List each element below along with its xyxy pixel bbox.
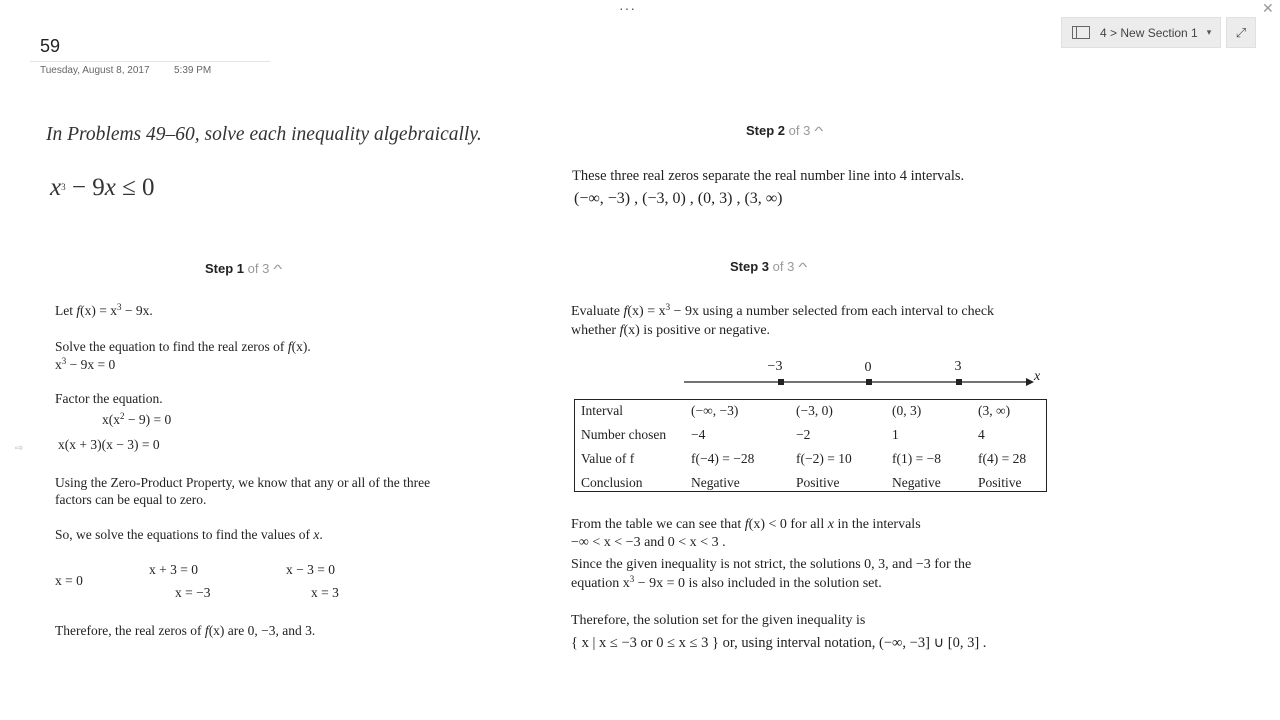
- table-cell: −4: [691, 427, 706, 442]
- table-cell: (−∞, −3): [691, 403, 739, 418]
- notebook-icon: [1072, 26, 1090, 39]
- step3-since-2: equation $x^3 - 9x = 0$ is also included in the solution set.: [571, 574, 882, 591]
- table-cell: Number chosen: [581, 427, 667, 442]
- table-cell: Positive: [978, 475, 1022, 490]
- step2-text: These three real zeros separate the real number line into 4 intervals.: [572, 168, 965, 184]
- table-cell: Interval: [581, 403, 623, 418]
- chevron-up-icon[interactable]: ^: [273, 262, 283, 276]
- table-cell: Negative: [691, 475, 740, 490]
- table-cell: Positive: [796, 475, 840, 490]
- table-cell: (−3, 0): [796, 403, 833, 418]
- table-cell: (0, 3): [892, 403, 922, 418]
- close-icon[interactable]: ✕: [1262, 0, 1274, 16]
- step3-ranges: −∞ < x < −3 and 0 < x < 3 .: [571, 535, 726, 550]
- step1-factor-eq1: $x(x^2 - 9) = 0$: [102, 411, 172, 427]
- eq-exp: 3: [61, 182, 66, 192]
- step2-of: of 3: [785, 123, 811, 138]
- problem-statement: In Problems 49–60, solve each inequality algebraically.: [46, 124, 482, 145]
- eq-var2: x: [104, 174, 116, 201]
- chevron-up-icon[interactable]: ^: [814, 124, 824, 138]
- table-cell: 1: [892, 427, 899, 442]
- step1-factor-eq2: x(x + 3)(x − 3) = 0: [58, 437, 160, 452]
- step3-of: of 3: [769, 259, 795, 274]
- step1-label: Step 1: [205, 261, 245, 276]
- eq-var: x: [50, 174, 62, 201]
- table-cell: Conclusion: [581, 475, 643, 490]
- number-line-arrow: [1026, 378, 1034, 386]
- tick-label-0: 0: [864, 360, 872, 375]
- step1-solve: Solve the equation to find the real zeros of f(x).: [55, 339, 311, 354]
- expand-icon[interactable]: ⤢: [1226, 17, 1256, 48]
- number-line: [680, 352, 1050, 394]
- eq-tail: ≤ 0: [115, 174, 155, 201]
- section-nav-label: 4 > New Section 1: [1100, 25, 1198, 40]
- side-arrow-icon[interactable]: ⇨: [15, 443, 24, 454]
- table-cell: f(−2) = 10: [796, 451, 852, 466]
- tick-label-neg3: −3: [767, 359, 783, 374]
- step1-header[interactable]: [205, 261, 281, 276]
- table-cell: (3, ∞): [978, 403, 1011, 418]
- step1-so: So, we solve the equations to find the values of x.: [55, 527, 323, 542]
- step2-header[interactable]: [746, 123, 822, 138]
- tick-mark-0: [866, 379, 872, 385]
- step3-header[interactable]: [730, 259, 806, 274]
- step2-intervals: (−∞, −3) , (−3, 0) , (0, 3) , (3, ∞): [574, 190, 783, 207]
- step1-x-eq-0: x = 0: [55, 573, 83, 588]
- table-cell: Negative: [892, 475, 941, 490]
- axis-label-x: x: [1034, 369, 1041, 384]
- step3-evaluate-2: whether f(x) is positive or negative.: [571, 323, 771, 338]
- step2-label: Step 2: [746, 123, 786, 138]
- step1-zero-product-2: factors can be equal to zero.: [55, 492, 207, 507]
- step1-xm3-b: x = 3: [311, 585, 339, 600]
- title-divider: [30, 61, 270, 62]
- step1-zero-product-1: Using the Zero-Product Property, we know that any or all of the three: [55, 475, 431, 490]
- table-cell: −2: [796, 427, 811, 442]
- step1-therefore: Therefore, the real zeros of f(x) are 0, −3, and 3.: [55, 623, 316, 638]
- step1-let: Let $f(x) = x^3 - 9x$.: [55, 302, 153, 318]
- chevron-down-icon[interactable]: ▾: [1206, 27, 1212, 37]
- table-cell: f(4) = 28: [978, 451, 1027, 466]
- tick-mark-neg3: [778, 379, 784, 385]
- chevron-up-icon[interactable]: ^: [798, 260, 808, 274]
- step3-since-1: Since the given inequality is not strict, the solutions 0, 3, and −3 for the: [571, 557, 972, 572]
- interval-table: [574, 399, 1047, 492]
- section-navigator[interactable]: [1061, 17, 1221, 48]
- step1-of: of 3: [244, 261, 270, 276]
- page-date: Tuesday, August 8, 2017: [40, 65, 150, 76]
- step1-eq0: $x^3 - 9x = 0$: [55, 356, 116, 372]
- table-cell: f(1) = −8: [892, 451, 941, 466]
- tick-label-3: 3: [954, 359, 962, 374]
- table-cell: 4: [978, 427, 985, 442]
- step3-solution: { x | x ≤ −3 or 0 ≤ x ≤ 3 } or, using interval notation, (−∞, −3] ∪ [0, 3] .: [571, 635, 987, 651]
- step1-factor: Factor the equation.: [55, 391, 163, 406]
- step1-xm3-a: x − 3 = 0: [286, 562, 335, 577]
- more-options-dots[interactable]: ···: [619, 0, 636, 16]
- step3-therefore: Therefore, the solution set for the given inequality is: [571, 613, 866, 628]
- page-time: 5:39 PM: [174, 65, 212, 76]
- step3-from-table: From the table we can see that f(x) < 0 for all x in the intervals: [571, 517, 921, 532]
- table-cell: Value of f: [581, 451, 635, 466]
- step3-label: Step 3: [730, 259, 770, 274]
- step1-xp3-a: x + 3 = 0: [149, 562, 198, 577]
- eq-rest: − 9: [65, 174, 105, 201]
- step1-xp3-b: x = −3: [175, 585, 211, 600]
- step3-evaluate: Evaluate $f(x) = x^3 - 9x$ using a number selected from each interval to check: [571, 302, 995, 319]
- page-title[interactable]: 59: [40, 36, 61, 56]
- table-cell: f(−4) = −28: [691, 451, 755, 466]
- problem-equation: [50, 174, 155, 202]
- tick-mark-3: [956, 379, 962, 385]
